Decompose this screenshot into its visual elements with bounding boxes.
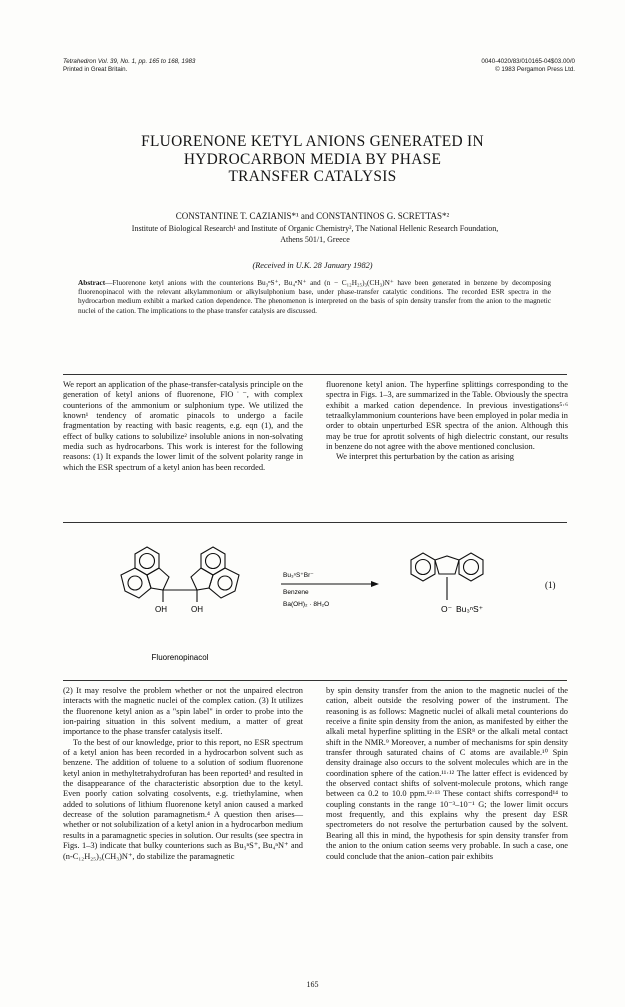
fluorenone-ketyl-structure [411, 553, 483, 600]
arrow-head-icon [371, 581, 379, 587]
body-column-lower-right [326, 686, 568, 862]
copyright-block [481, 58, 575, 74]
scheme-top-divider [63, 522, 567, 523]
body-column-upper-left [63, 380, 303, 473]
reactant-name: Fluorenopinacol [151, 653, 209, 662]
abstract [78, 278, 551, 315]
paragraph: by spin density transfer from the anion to the magnetic nuclei of the cation, albeit outside the resolving power of the instrument. The reasoning is as follows: Magnetic nuclei of alkali metal counterions do receive a finite spin density from the anion, as manifested by either the alkali metal hyperfine splitting in the ESR⁸ or the alkali metal contact shift in the NMR.⁹ Moreover, a number of mechanisms for spin density transfer through saturated chains of C atoms are available.¹⁰ Spin density drainage also occurs to the solvent molecules which are in the coordination sphere of the cation.¹¹·¹² The latter effect is evidenced by the observed contact shifts of solvent-molecule protons, which range between ca 0.2 to 10.0 ppm.¹²·¹³ These contact shifts correspond¹⁴ to coupling constants in the range 10⁻³–10⁻¹ G; the lower limit occurs most frequently, and this explains why the present day ESR spectrometers do not resolve the perturbation caused by the solvent. Bearing all this in mind, the hypothesis for spin density transfer from the anion to the onium cation seems very probable. In such a case, one could conclude that the anion–cation pair exhibits [326, 686, 568, 861]
title-line-1: FLUORENONE KETYL ANIONS GENERATED IN [141, 133, 484, 150]
page-number: 165 [306, 980, 319, 989]
copyright-line: © 1983 Pergamon Press Ltd. [495, 66, 575, 73]
scheme-bottom-divider [63, 680, 567, 681]
authors: CONSTANTINE T. CAZIANIS*¹ and CONSTANTINOS G. SCRETTAS*² [175, 211, 450, 221]
paragraph: To the best of our knowledge, prior to this report, no ESR spectrum of a ketyl anion has been recorded in a hydrocarbon solvent such as benzene. The addition of toluene to a solution of sodium fluorenone ketyl anion in methyltetrahydrofuran has been reported³ and resulted in the disappearance of the characteristic absorption due to the ketyl. Even poorly cation solvating cosolvents, e.g. triethylamine, when added to solutions of lithium fluorenone ketyl anion caused a marked decrease of the solution paramagnetism.⁴ A question then arises—whether or not solubilization of a ketyl anion in a hydrocarbon medium results in a paramagnetic species in solution. Our results (see spectra in Figs. 1–3) indicate that bulky counterions such as Bu₃ⁿS⁺, Bu₄ⁿN⁺ and (n-C₁₂H₂₅)₃(CH₃)N⁺, do stabilize the paramagnetic [63, 737, 303, 861]
issn-line: 0040-4020/83/010165-04$03.00/0 [481, 58, 575, 65]
product-anion-label: O⁻ [441, 604, 453, 614]
journal-citation [63, 58, 195, 74]
paragraph: fluorenone ketyl anion. The hyperfine splittings corresponding to the spectra in Figs. 1–3, are summarized in the Table. Obviously the spectra exhibit a marked cation dependence. In previous investigations⁵·⁶ tetraalkylammonium counterions have been employed in polar media in order to obtain unperturbed ESR spectra of the anion. Although this may be true for aprotit solvents of high dielectric constant, our results in benzene do not agree with the above mentioned conclusion. [326, 380, 568, 452]
paragraph: We report an application of the phase-transfer-catalysis principle on the generation of ketyl anions of fluorenone, FlO˙⁻, with complex counterions of the ammonium or sulphonium type. We utilized the known¹ tendency of aromatic pinacols to undergo a facile fragmentation by reacting with basic reagents, e.g. eqn (1), and the effect of bulky cations to solubilize² insoluble anions in non-solvating media such as hydrocarbons. This work is interest for the following reasons: (1) It expands the lower limit of the solvent polarity range in which the ESR spectrum of a ketyl anion has been recorded. [63, 380, 303, 472]
paragraph: We interpret this perturbation by the cation as arising [336, 452, 514, 462]
reagent-label: Bu₃ⁿS⁺Br⁻ [283, 572, 314, 579]
oh-label-right: OH [191, 605, 203, 614]
abstract-label: Abstract [78, 278, 106, 287]
reaction-scheme [63, 532, 567, 672]
equation-number: (1) [545, 580, 556, 590]
affiliation-line-2: Athens 501/1, Greece [280, 234, 350, 244]
received-date: (Received in U.K. 28 January 1982) [252, 261, 373, 270]
paper-title [0, 133, 625, 186]
citation-line: Tetrahedron Vol. 39, No. 1, pp. 165 to 168, 1983 [63, 58, 196, 65]
body-column-lower-left [63, 686, 303, 862]
base-label: Ba(OH)₂ · 8H₂O [283, 601, 330, 608]
abstract-divider [63, 374, 567, 375]
body-column-upper-right [326, 380, 568, 463]
title-line-3: TRANSFER CATALYSIS [228, 168, 397, 185]
paragraph: (2) It may resolve the problem whether or not the unpaired electron interacts with the magnetic nuclei of the complex cation. (3) It utilizes the fluorenone ketyl anion as a "spin label" in order to probe into the ion-pairing situation in this solvent medium, a matter of great importance to the phase transfer catalysis itself. [63, 686, 303, 737]
printed-line: Printed in Great Britain. [63, 66, 128, 73]
fluorenopinacol-structure [121, 547, 239, 602]
oh-label-left: OH [155, 605, 167, 614]
solvent-label: Benzene [283, 589, 309, 596]
abstract-text: —Fluorenone ketyl anions with the counterions Bu₃ⁿS⁺, Bu₄ⁿN⁺ and (n − C₁₂H₂₅)₃(CH₃)N⁺ have been generated in benzene by decomposing fluorenopinacol with the relevant alkylammonium or alkylsulphonium base, under phase-transfer catalytic conditions. The recorded ESR spectra in the hydrocarbon medium exhibit a marked cation dependence. The phenomenon is interpreted on the basis of spin density transfer from the anion to the magnetic nuclei of the cation. The implications to the phase transfer catalysis are discussed. [78, 278, 551, 315]
product-cation-label: Bu₃ⁿS⁺ [456, 604, 484, 614]
affiliation [70, 224, 560, 245]
title-line-2: HYDROCARBON MEDIA BY PHASE [183, 150, 442, 168]
affiliation-line-1: Institute of Biological Research¹ and Institute of Organic Chemistry², The National Hellenic Research Foundation, [131, 224, 499, 233]
